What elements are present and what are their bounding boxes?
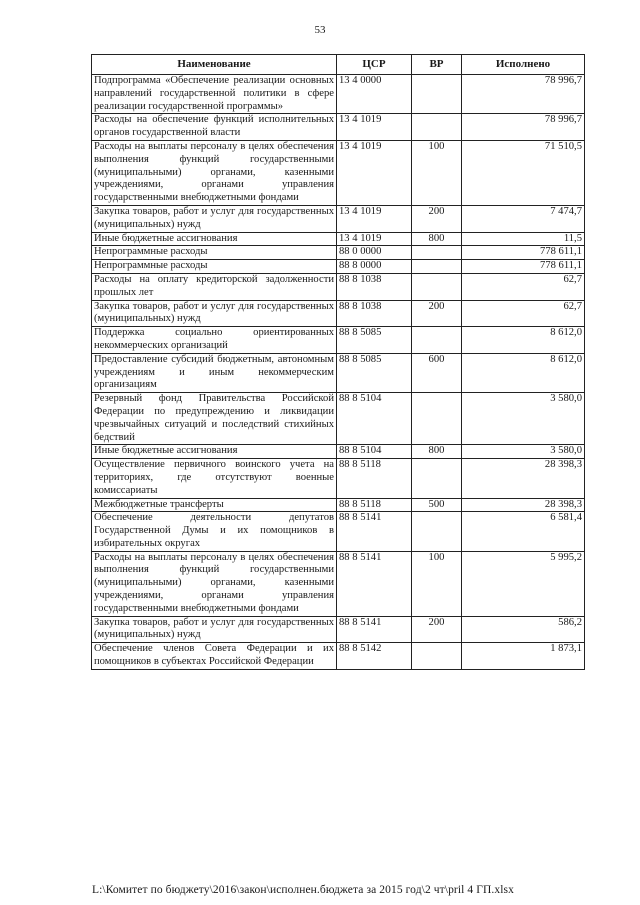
row-executed: 7 474,7 (462, 205, 585, 232)
row-vr (412, 246, 462, 260)
row-executed: 11,5 (462, 232, 585, 246)
row-vr: 800 (412, 445, 462, 459)
header-name: Наименование (92, 55, 337, 75)
table-row (92, 232, 585, 246)
row-name: Предоставление субсидий бюджетным, автономным учреждениям и иным некоммерческим организациям (92, 353, 337, 392)
row-csr: 88 8 5141 (337, 616, 412, 643)
table-row (92, 246, 585, 260)
row-csr: 88 8 5118 (337, 459, 412, 498)
row-vr: 100 (412, 140, 462, 205)
row-name: Поддержка социально ориентированных некоммерческих организаций (92, 327, 337, 354)
row-csr: 88 8 5118 (337, 498, 412, 512)
row-executed: 8 612,0 (462, 327, 585, 354)
header-vr: ВР (412, 55, 462, 75)
row-csr: 88 8 5141 (337, 551, 412, 616)
row-executed: 28 398,3 (462, 498, 585, 512)
row-vr: 100 (412, 551, 462, 616)
row-name: Расходы на выплаты персоналу в целях обеспечения выполнения функций государственными (муниципальными) органами, казенными учреждениями, органами управления государственными внебюджетными фондами (92, 140, 337, 205)
table-row (92, 616, 585, 643)
row-executed: 28 398,3 (462, 459, 585, 498)
row-csr: 88 8 1038 (337, 300, 412, 327)
row-name: Обеспечение членов Совета Федерации и их помощников в субъектах Российской Федерации (92, 643, 337, 670)
row-vr: 500 (412, 498, 462, 512)
table-row (92, 327, 585, 354)
header-csr: ЦСР (337, 55, 412, 75)
row-vr: 600 (412, 353, 462, 392)
table-row (92, 260, 585, 274)
row-executed: 778 611,1 (462, 246, 585, 260)
row-executed: 3 580,0 (462, 393, 585, 445)
row-name: Расходы на обеспечение функций исполнительных органов государственной власти (92, 114, 337, 141)
row-csr: 88 8 5104 (337, 393, 412, 445)
row-csr: 13 4 0000 (337, 75, 412, 114)
row-executed: 71 510,5 (462, 140, 585, 205)
row-name: Расходы на оплату кредиторской задолженности прошлых лет (92, 273, 337, 300)
row-name: Обеспечение деятельности депутатов Государственной Думы и их помощников в избирательных округах (92, 512, 337, 551)
row-executed: 8 612,0 (462, 353, 585, 392)
table-row (92, 498, 585, 512)
row-vr (412, 114, 462, 141)
row-vr (412, 512, 462, 551)
row-executed: 78 996,7 (462, 114, 585, 141)
row-executed: 3 580,0 (462, 445, 585, 459)
table-row (92, 273, 585, 300)
row-vr: 200 (412, 205, 462, 232)
row-name: Иные бюджетные ассигнования (92, 232, 337, 246)
table-row (92, 445, 585, 459)
row-executed: 586,2 (462, 616, 585, 643)
row-csr: 13 4 1019 (337, 205, 412, 232)
page-number: 53 (314, 24, 326, 36)
table-row (92, 140, 585, 205)
row-csr: 88 8 5085 (337, 327, 412, 354)
row-executed: 62,7 (462, 300, 585, 327)
row-vr (412, 643, 462, 670)
table-row (92, 393, 585, 445)
row-vr: 200 (412, 300, 462, 327)
row-executed: 778 611,1 (462, 260, 585, 274)
table-row (92, 512, 585, 551)
table-row (92, 551, 585, 616)
row-name: Расходы на выплаты персоналу в целях обеспечения выполнения функций государственными (муниципальными) органами, казенными учреждениями, органами управления государственными внебюджетными фондами (92, 551, 337, 616)
row-name: Межбюджетные трансферты (92, 498, 337, 512)
row-csr: 88 8 5142 (337, 643, 412, 670)
row-vr: 200 (412, 616, 462, 643)
table-row (92, 643, 585, 670)
row-vr (412, 459, 462, 498)
row-csr: 13 4 1019 (337, 232, 412, 246)
header-executed: Исполнено (462, 55, 585, 75)
row-name: Резервный фонд Правительства Российской Федерации по предупреждению и ликвидации чрезвычайных ситуаций и последствий стихийных бедствий (92, 393, 337, 445)
row-executed: 62,7 (462, 273, 585, 300)
row-name: Осуществление первичного воинского учета на территориях, где отсутствуют военные комиссариаты (92, 459, 337, 498)
row-csr: 88 8 0000 (337, 260, 412, 274)
row-name: Иные бюджетные ассигнования (92, 445, 337, 459)
table-row (92, 205, 585, 232)
row-csr: 13 4 1019 (337, 140, 412, 205)
row-csr: 88 8 5104 (337, 445, 412, 459)
footer-file-path: L:\Комитет по бюджету\2016\закон\исполнен.бюджета за 2015 год\2 чт\pril 4 ГП.xlsx (92, 884, 514, 896)
row-csr: 88 0 0000 (337, 246, 412, 260)
budget-execution-table (91, 54, 585, 670)
table-header-row (92, 55, 585, 75)
row-csr: 88 8 5085 (337, 353, 412, 392)
row-name: Непрограммные расходы (92, 246, 337, 260)
row-vr (412, 260, 462, 274)
row-vr (412, 273, 462, 300)
table-row (92, 459, 585, 498)
row-executed: 6 581,4 (462, 512, 585, 551)
table-row (92, 300, 585, 327)
row-name: Закупка товаров, работ и услуг для государственных (муниципальных) нужд (92, 616, 337, 643)
row-executed: 1 873,1 (462, 643, 585, 670)
row-vr: 800 (412, 232, 462, 246)
row-name: Непрограммные расходы (92, 260, 337, 274)
row-name: Закупка товаров, работ и услуг для государственных (муниципальных) нужд (92, 205, 337, 232)
row-vr (412, 393, 462, 445)
row-vr (412, 327, 462, 354)
table-row (92, 114, 585, 141)
row-name: Подпрограмма «Обеспечение реализации основных направлений государственной политики в сфере реализации государственной программы» (92, 75, 337, 114)
row-csr: 88 8 1038 (337, 273, 412, 300)
table-row (92, 353, 585, 392)
row-csr: 88 8 5141 (337, 512, 412, 551)
table-row (92, 75, 585, 114)
row-name: Закупка товаров, работ и услуг для государственных (муниципальных) нужд (92, 300, 337, 327)
row-vr (412, 75, 462, 114)
row-executed: 78 996,7 (462, 75, 585, 114)
row-executed: 5 995,2 (462, 551, 585, 616)
row-csr: 13 4 1019 (337, 114, 412, 141)
